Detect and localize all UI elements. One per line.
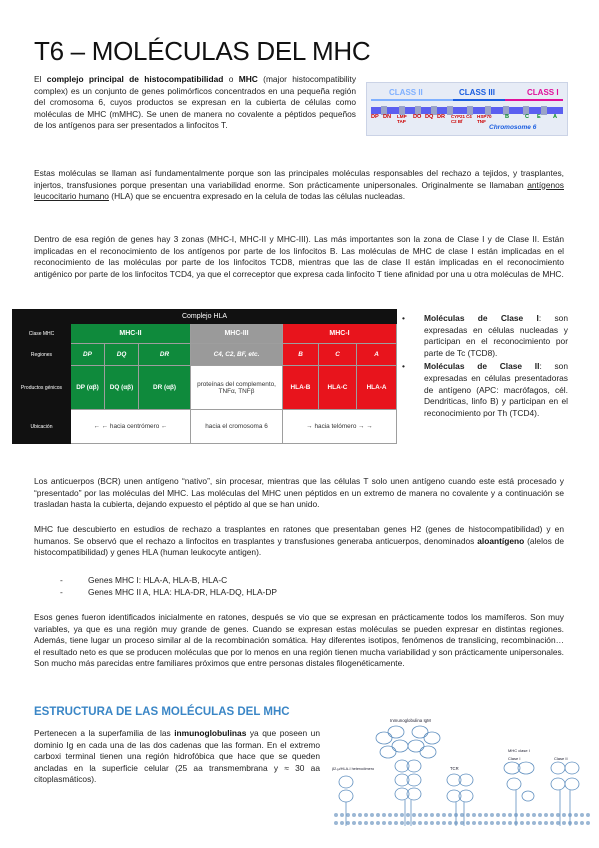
chromosome-map-figure: [366, 82, 568, 136]
gene-e: E: [537, 114, 541, 120]
class-1-label: CLASS I: [527, 88, 559, 97]
section-heading-structure: ESTRUCTURA DE LAS MOLÉCULAS DEL MHC: [34, 706, 290, 718]
product-hla-c: HLA-C: [319, 366, 357, 410]
hla-term: antígenos leucocitario humano: [34, 179, 564, 202]
bullet-class-2: • Moléculas de Clase II: son expresadas en células presentadoras de antígeno (APC: macrófagos, cél. Dendriticas, linfo B) y participan en el reconocimiento por Th (TCD4).: [402, 361, 568, 418]
gene-dr: DR: [437, 114, 446, 120]
location-middle: hacia el cromosoma 6: [191, 410, 283, 444]
gene-dq: DQ: [425, 114, 434, 120]
header-clase-mhc: Clase MHC: [13, 324, 71, 344]
region-dp: DP: [71, 344, 105, 366]
region-c: C: [319, 344, 357, 366]
gene-cyp21: CYP21 C4 C2 Bf: [451, 114, 472, 124]
label-mhc-class-i: MHC clase I: [508, 748, 530, 753]
location-telomere: → hacia telómero → →: [283, 410, 397, 444]
intro-term-mhc-full: complejo principal de histocompatibilidad: [46, 74, 224, 84]
cell-membrane: [332, 813, 590, 825]
ig-superfamily-figure: [332, 716, 590, 842]
ig-superfamily-diagram: [332, 716, 590, 842]
row-label-productos: Productos génicos: [13, 366, 71, 410]
label-class-1: Clase I: [508, 756, 521, 761]
class-1-span: [505, 99, 563, 101]
gene-hsp70-tnf: HSP70 TNF: [477, 114, 492, 124]
header-mhc-iii: MHC-III: [191, 324, 283, 344]
intro-paragraph: [34, 74, 356, 132]
paragraph-structure: Pertenecen a la superfamilia de las inmunoglobulinas ya que poseen un dominio Ig en cada una de las dos cadenas que las forman. En el extremo carboxi terminal tienen una región hidrofóbica que hace que se queden ancladas en la superficie celular (25 aa transmembrana y ≈ 30 aa citoplasmáticos).: [34, 728, 320, 785]
product-complement: proteínas del complemento, TNFα, TNFβ: [191, 366, 283, 410]
gene-b: B: [505, 114, 510, 120]
igm-glyph: [376, 726, 440, 826]
label-igm: Inmunoglobulina IgM: [390, 718, 431, 723]
product-dp: DP (αβ): [71, 366, 105, 410]
class-3-label: CLASS III: [459, 88, 496, 97]
table-caption: Complejo HLA: [13, 310, 397, 324]
intro-text-a: El: [34, 74, 47, 84]
paragraph-antibodies: Los anticuerpos (BCR) unen antígeno “nativo”, sin procesar, mientras que las células T solo unen antígeno cuando este está procesado y “presentado” por las moléculas del MHC. Las moléculas del MHC unen péptidos en un extremo de manera no covalente y a continuación se trasladan hasta la cubierta, dejando expuesto el péptido al que se han unido.: [34, 476, 564, 510]
region-a: A: [357, 344, 397, 366]
paragraph-discovery: MHC fue descubierto en estudios de rechazo a trasplantes en ratones que presentaban genes H2 (genes de histocompatibilidad) y en humanos. Se observó que el rechazo a linfocitos en trasplantes y transfusiones generaba anticuerpos, denominados aloantígeno (alelos de histocompatibilidad) y genes HLA (human leukocyte antigen).: [34, 524, 564, 558]
gene-a: A: [553, 114, 558, 120]
gene-lmp-tap: LMP TAP: [397, 114, 407, 124]
region-c4-c2-bf: C4, C2, BF, etc.: [191, 344, 283, 366]
gene-c: C: [525, 114, 530, 120]
aloantigeno-term: aloantígeno: [477, 535, 525, 546]
intro-text-e: (major histocompatibility complex) es un conjunto de genes polimórficos concentrados en una pequeña región del cromosoma 6, cuyos productos se expresan en la cubierta de células como moléculas de MHC (mMHC). Se unen de manera no covalente a péptidos pequeños de los antígenos para ser presentados a linfocitos T.: [34, 74, 357, 131]
label-tcr: TCR: [450, 766, 459, 771]
header-mhc-i: MHC-I: [283, 324, 397, 344]
region-dr: DR: [139, 344, 191, 366]
label-class-2: Clase II: [554, 756, 568, 761]
genes-list-item: - Genes MHC I: HLA-A, HLA-B, HLA-C: [60, 575, 228, 585]
product-hla-a: HLA-A: [357, 366, 397, 410]
product-dr: DR (αβ): [139, 366, 191, 410]
class-2-span: [371, 99, 453, 101]
intro-text-c: o: [223, 74, 239, 84]
paragraph-zones: Dentro de esa región de genes hay 3 zonas (MHC-I, MHC-II y MHC-III). Las más importantes son la zona de Clase I y de Clase II. Están implicadas en el reconocimiento de los antígenos por parte de los linfocitos B. Las moléculas de MHC de clase I están implicadas en el reconocimiento de las moléculas por parte de los linfocitos TCD8, mientras que las de clase II están implicadas en el reconocimiento antigénico por parte de los linfocitos TCD4, ya que el correceptor que expresa cada linfocito T tiene afinidad por una u otra moléculas de MHC.: [34, 234, 564, 279]
row-label-ubicacion: Ubicación: [13, 410, 71, 444]
gene-do: DO: [413, 114, 422, 120]
intro-term-mhc: MHC: [238, 74, 258, 84]
region-b: B: [283, 344, 319, 366]
paragraph-mammals: Esos genes fueron identificados inicialmente en ratones, después se vio que se expresan en prácticamente todos los mamíferos. Son muy variables, ya que es una región muy grande de genes. Cuando se expresan estas moléculas se pueden expresar en distintas regiones. Además, tiene lugar un proceso similar al de la recombinación somática. Hay diferentes isotipos, fenómenos de translicing, recombinación… el resultado neto es que se producen moléculas que por lo menos en una región tienen mucha variabilidad y son prácticamente unipersonales. Son mucho más parecidas entre familiares próximos que entre personas distales filogenéticamente.: [34, 612, 564, 669]
label-beta2: β2-µ/HLA-I heterodímero: [332, 767, 375, 771]
inmunoglobulinas-term: inmunoglobulinas: [174, 728, 247, 738]
class-3-span: [453, 99, 505, 101]
region-dq: DQ: [105, 344, 139, 366]
genes-list-item: - Genes MHC II A, HLA: HLA-DR, HLA-DQ, HLA-DP: [60, 587, 277, 597]
product-hla-b: HLA-B: [283, 366, 319, 410]
location-centromere: ← ← hacia centrómero ←: [71, 410, 191, 444]
product-dq: DQ (αβ): [105, 366, 139, 410]
gene-dp: DP: [371, 114, 379, 120]
class-2-label: CLASS II: [389, 88, 423, 97]
paragraph-variability: Estas moléculas se llaman así fundamentalmente porque son las principales moléculas responsables del rechazo a tejidos, y trasplantes, injertos, transfusiones porque presentan una variabilidad enorme. Son prácticamente unipersonales. Originalmente se llamaban antígenos leucocitario humano (HLA) que se encuentra expresado en la celula de todas las células nucleadas.: [34, 168, 564, 202]
header-mhc-ii: MHC-II: [71, 324, 191, 344]
mhc-classes-bullets: [402, 313, 568, 421]
genes-list: [60, 574, 277, 598]
chromosome-label: Chromosome 6: [489, 124, 537, 131]
bullet-class-1: • Moléculas de Clase I: son expresadas en células nucleadas y participan en el reconocimiento por parte de Tc (TCD8).: [402, 313, 568, 358]
row-label-regiones: Regiones: [13, 344, 71, 366]
mhc-complex-table: [12, 309, 397, 444]
gene-dn: DN: [383, 114, 392, 120]
page-title: T6 – MOLÉCULAS DEL MHC: [34, 36, 371, 66]
